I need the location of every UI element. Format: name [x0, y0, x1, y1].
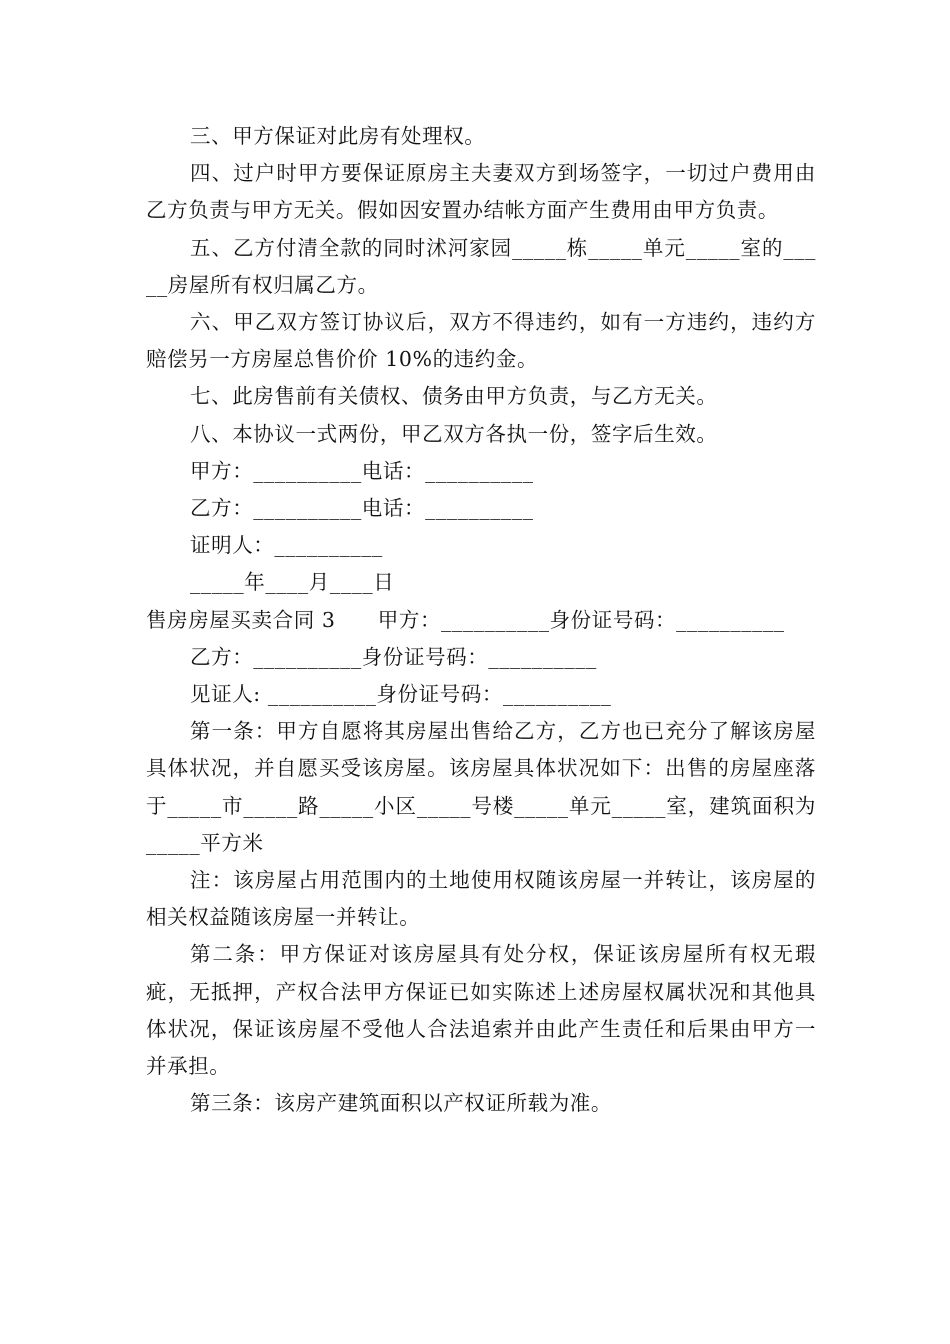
date-line: _____年____月____日 — [190, 570, 395, 595]
party-b-signature-line: 乙方：__________电话：__________ — [190, 496, 534, 521]
witness-id-line: 见证人: __________身份证号码：__________ — [190, 682, 612, 707]
document-body — [146, 118, 816, 1122]
clause-5: 五、乙方付清全款的同时沭河家园_____栋_____单元_____室的_____房屋所有权归属乙方。 — [146, 235, 816, 297]
party-a-signature-line: 甲方：__________电话：__________ — [190, 458, 534, 483]
note-paragraph: 注：该房屋占用范围内的土地使用权随该房屋一并转让，该房屋的相关权益随该房屋一并转让。 — [146, 868, 816, 930]
clause-7: 七、此房售前有关债权、债务由甲方负责，与乙方无关。 — [190, 384, 718, 409]
clause-4: 四、过户时甲方要保证原房主夫妻双方到场签字，一切过户费用由乙方负责与甲方无关。假如因安置办结帐方面产生费用由甲方负责。 — [146, 161, 816, 223]
clause-6: 六、甲乙双方签订协议后，双方不得违约，如有一方违约，违约方赔偿另一方房屋总售价价 10%的违约金。 — [146, 310, 816, 372]
article-1: 第一条：甲方自愿将其房屋出售给乙方，乙方也已充分了解该房屋具体状况，并自愿买受该房屋。该房屋具体状况如下：出售的房屋座落于_____市_____路_____小区_____号楼_____单元_____室，建筑面积为_____平方米 — [146, 719, 816, 855]
article-3: 第三条：该房产建筑面积以产权证所载为准。 — [190, 1091, 612, 1116]
party-b-id-line: 乙方：__________身份证号码：__________ — [190, 644, 597, 669]
clause-3: 三、甲方保证对此房有处理权。 — [190, 124, 486, 148]
contract-3-header: 售房房屋买卖合同 3 甲方：__________身份证号码：__________ — [146, 607, 785, 632]
article-2: 第二条：甲方保证对该房屋具有处分权，保证该房屋所有权无瑕疵，无抵押，产权合法甲方保证已如实陈述上述房屋权属状况和其他具体状况，保证该房屋不受他人合法追索并由此产生责任和后果由甲方一并承担。 — [146, 942, 816, 1079]
witness-signature-line: 证明人：__________ — [190, 533, 383, 558]
clause-8: 八、本协议一式两份，甲乙双方各执一份，签字后生效。 — [190, 421, 718, 446]
